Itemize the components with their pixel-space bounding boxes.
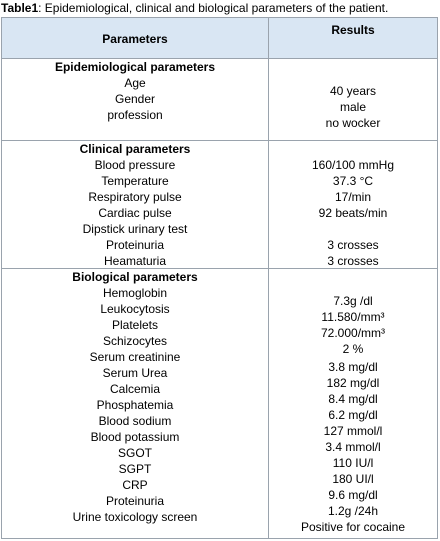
param-label: Blood sodium bbox=[98, 414, 172, 428]
param-label: Proteinuria bbox=[105, 238, 165, 252]
result-value: 110 IU/l bbox=[332, 456, 374, 470]
param-label: Leukocytosis bbox=[100, 302, 170, 316]
param-label: Temperature bbox=[101, 174, 169, 188]
result-value: 3.4 mmol/l bbox=[325, 440, 381, 454]
header-results: Results bbox=[331, 23, 375, 37]
header-parameters: Parameters bbox=[102, 32, 168, 46]
result-value: 182 mg/dl bbox=[326, 376, 380, 390]
param-label: Hemoglobin bbox=[102, 286, 168, 300]
parameters-table bbox=[1, 17, 438, 539]
param-label: Age bbox=[124, 76, 146, 90]
param-label: Blood potassium bbox=[90, 430, 180, 444]
param-label: Schizocytes bbox=[102, 334, 168, 348]
result-value: male bbox=[339, 100, 366, 114]
result-value: 37.3 °C bbox=[332, 174, 374, 188]
result-value: 9.6 mg/dl bbox=[328, 488, 378, 502]
param-label: Phosphatemia bbox=[96, 398, 174, 412]
result-value: 7.3g /dl bbox=[333, 294, 373, 308]
result-value: 3 crosses bbox=[327, 254, 379, 268]
result-value: 72.000/mm³ bbox=[320, 326, 386, 340]
result-value: Positive for cocaine bbox=[300, 520, 406, 534]
param-label: Urine toxicology screen bbox=[72, 510, 198, 524]
result-value: 3 crosses bbox=[327, 238, 379, 252]
result-value: 160/100 mmHg bbox=[311, 158, 395, 172]
param-label: Gender bbox=[114, 92, 156, 106]
result-value: 180 UI/l bbox=[332, 472, 374, 486]
param-label: Dipstick urinary test bbox=[82, 222, 188, 236]
result-value: 8.4 mg/dl bbox=[328, 392, 378, 406]
result-value: 17/min bbox=[334, 190, 372, 204]
caption-text: : Epidemiological, clinical and biological parameters of the patient. bbox=[38, 1, 389, 15]
param-label: Serum creatinine bbox=[89, 350, 181, 364]
section-title-clinical: Clinical parameters bbox=[79, 142, 191, 156]
result-value: 11.580/mm³ bbox=[321, 310, 385, 324]
param-label: profession bbox=[107, 108, 163, 122]
result-value: 92 beats/min bbox=[318, 206, 388, 220]
result-value: no wocker bbox=[325, 116, 381, 130]
param-label: SGPT bbox=[118, 462, 152, 476]
param-label: Cardiac pulse bbox=[98, 206, 172, 220]
result-value: 1.2g /24h bbox=[327, 504, 379, 518]
result-value: 6.2 mg/dl bbox=[328, 408, 378, 422]
result-value: 127 mmol/l bbox=[323, 424, 383, 438]
result-value: 2 % bbox=[342, 342, 364, 356]
param-label: CRP bbox=[122, 478, 148, 492]
caption-label: Table1 bbox=[1, 1, 39, 15]
param-label: Calcemia bbox=[109, 382, 160, 396]
param-label: Heamaturia bbox=[103, 254, 167, 268]
param-label: Platelets bbox=[111, 318, 159, 332]
param-label: Respiratory pulse bbox=[88, 190, 182, 204]
table-caption bbox=[1, 1, 439, 15]
section-title-epidemiological: Epidemiological parameters bbox=[54, 60, 216, 74]
param-label: Blood pressure bbox=[94, 158, 176, 172]
result-value: 40 years bbox=[329, 84, 377, 98]
result-value: 3.8 mg/dl bbox=[328, 360, 378, 374]
param-label: Serum Urea bbox=[102, 366, 168, 380]
param-label: Proteinuria bbox=[105, 494, 165, 508]
section-title-biological: Biological parameters bbox=[72, 270, 198, 284]
table-header bbox=[2, 18, 437, 59]
param-label: SGOT bbox=[117, 446, 152, 460]
